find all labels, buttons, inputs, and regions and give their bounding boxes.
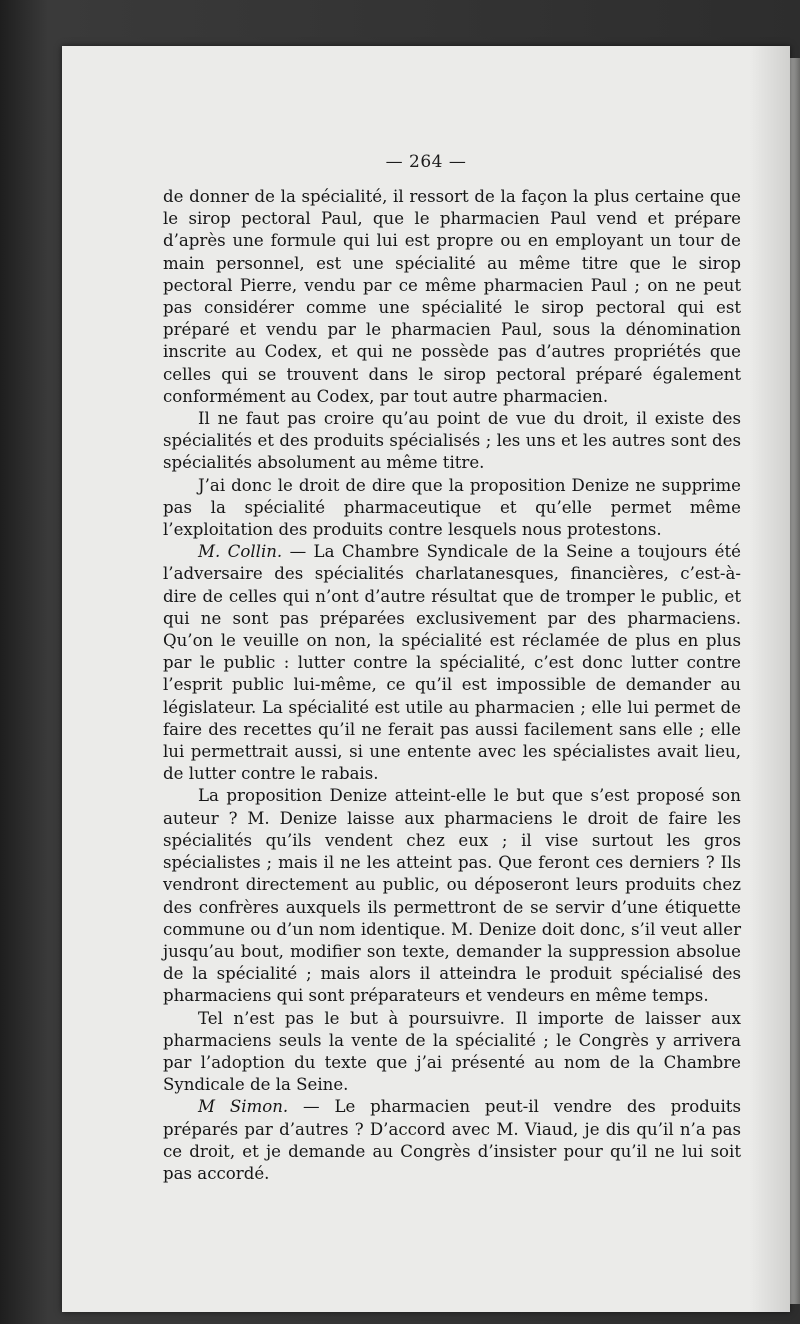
page-number: — 264 —: [385, 152, 467, 172]
paragraph: [163, 475, 741, 542]
book-page: [62, 46, 790, 1312]
paragraph: [163, 408, 741, 475]
paragraph: [163, 541, 741, 785]
page-shadow: [750, 46, 790, 1312]
paragraph-text: — La Chambre Syndicale de la Seine a toujours été l’adversaire des spécialités charlatanesques, financières, c’est-à-dire de celles qui n’ont d’autre résultat que de tromper le public, et qui ne sont pas préparées exclusivement par des pharmaciens. Qu’on le veuille on non, la spécialité est réclamée de plus en plus par le public : lutter contre la spécialité, c’est donc lutter contre l’esprit public lui-même, ce qu’il est impossible de demander au législateur. La spécialité est utile au pharmacien ; elle lui permet de faire des recettes qu’il ne ferait pas aussi facilement sans elle ; elle lui permettrait aussi, si une entente avec les spécialistes avait lieu, de lutter contre le rabais.: [163, 542, 741, 784]
body-text: [163, 186, 741, 1185]
paragraph-text: de donner de la spécialité, il ressort de la façon la plus certaine que le sirop pectoral Paul, que le pharmacien Paul vend et prépare d’après une formule qui lui est propre ou en employant un tour de main personnel, est une spécialité au même titre que le sirop pectoral Pierre, vendu par ce même pharmacien Paul ; on ne peut pas considérer comme une spécialité le sirop pectoral qui est préparé et vendu par le pharmacien Paul, sous la dénomination inscrite au Codex, et qui ne possède pas d’autres propriétés que celles qui se trouvent dans le sirop pectoral préparé également conformément au Codex, par tout autre pharmacien.: [163, 187, 741, 406]
paragraph: [163, 1096, 741, 1185]
paragraph-text: Tel n’est pas le but à poursuivre. Il importe de laisser aux pharmaciens seuls la vente de la spécialité ; le Congrès y arrivera par l’adoption du texte que j’ai présenté au nom de la Chambre Syndicale de la Seine.: [163, 1008, 741, 1095]
paragraph: [163, 186, 741, 408]
paragraph: [163, 1008, 741, 1097]
paragraph-text: — Le pharmacien peut-il vendre des produits préparés par d’autres ? D’accord avec M. Viaud, je dis qu’il n’a pas ce droit, et je demande au Congrès d’insister pour qu’il ne lui soit pas accordé.: [163, 1097, 741, 1183]
paragraph-text: J’ai donc le droit de dire que la proposition Denize ne supprime pas la spécialité pharmaceutique et qu’elle permet même l’exploitation des produits contre lesquels nous protestons.: [163, 475, 741, 540]
paragraph: [163, 785, 741, 1007]
paragraph-text: Il ne faut pas croire qu’au point de vue du droit, il existe des spécialités et des produits spécialisés ; les uns et les autres sont des spécialités absolument au même titre.: [163, 409, 741, 473]
speaker-name: M Simon.: [198, 1097, 289, 1117]
speaker-name: M. Collin.: [198, 542, 283, 562]
paragraph-text: La proposition Denize atteint-elle le but que s’est proposé son auteur ? M. Denize laisse aux pharmaciens le droit de faire les spécialités qu’ils vendent chez eux ; il vise surtout les gros spécialistes ; mais il ne les atteint pas. Que feront ces derniers ? Ils vendront directement au public, ou déposeront leurs produits chez des confrères auxquels ils permettront de se servir d’une étiquette commune ou d’un nom identique. M. Denize doit donc, s’il veut aller jusqu’au bout, modifier son texte, demander la suppression absolue de la spécialité ; mais alors il atteindra le produit spécialisé des pharmaciens qui sont préparateurs et vendeurs en même temps.: [163, 786, 741, 1006]
